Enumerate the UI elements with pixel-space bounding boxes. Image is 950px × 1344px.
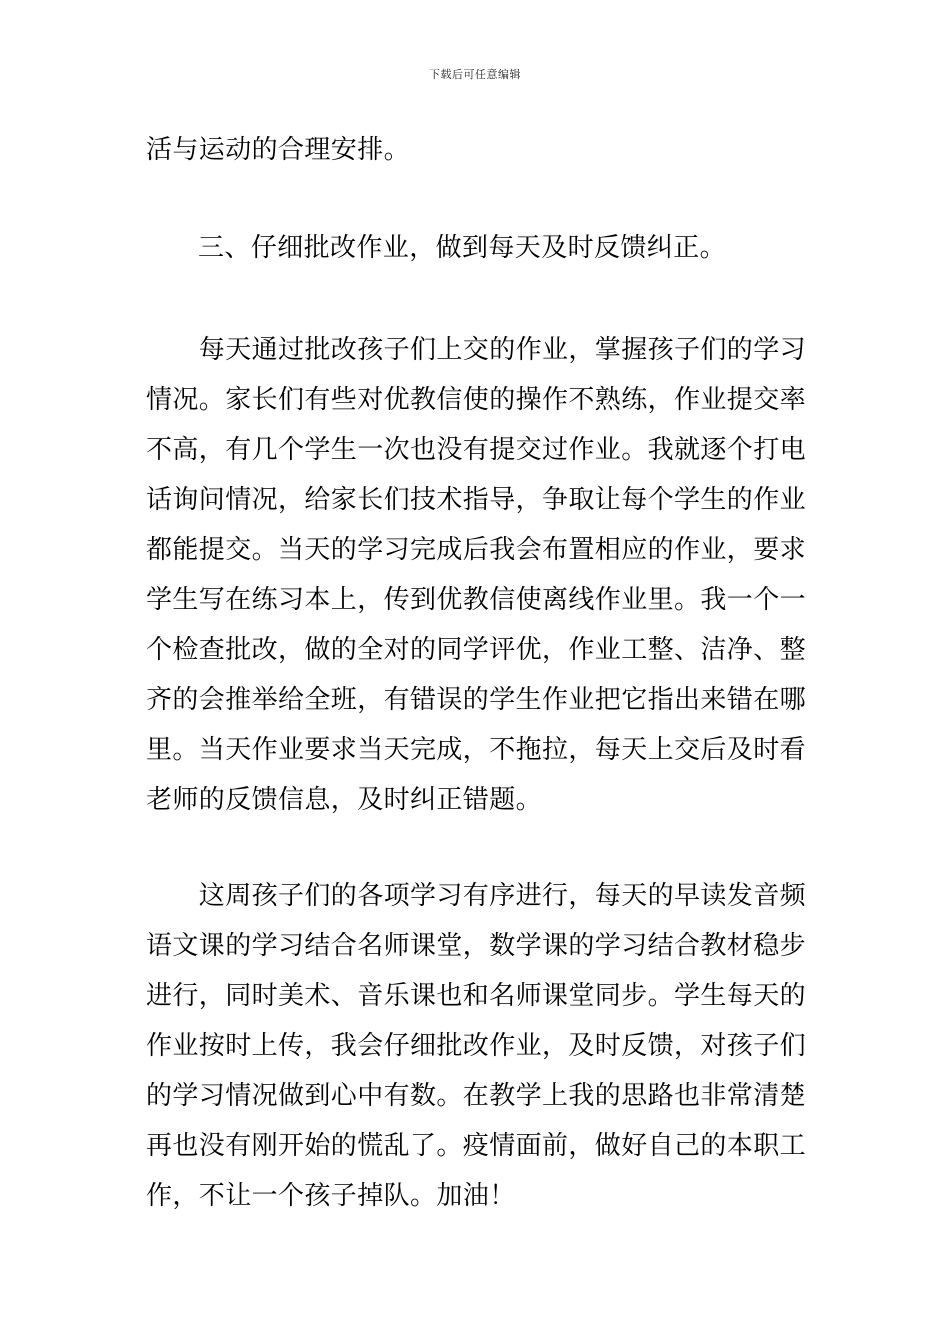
paragraph-line: 齐的会推举给全班，有错误的学生作业把它指出来错在哪 [146,685,807,715]
paragraph-line: 每天通过批改孩子们上交的作业，掌握孩子们的学习 [146,335,807,365]
paragraph-line: 个检查批改，做的全对的同学评优，作业工整、洁净、整 [146,635,807,665]
paragraph-line: 话询问情况，给家长们技术指导，争取让每个学生的作业 [146,485,807,515]
paragraph-line: 不高，有几个学生一次也没有提交过作业。我就逐个打电 [146,435,807,465]
paragraph-line: 学生写在练习本上，传到优教信使离线作业里。我一个一 [146,585,807,615]
paragraph-line: 再也没有刚开始的慌乱了。疫情面前，做好自己的本职工 [146,1131,807,1161]
paragraph-line: 的学习情况做到心中有数。在教学上我的思路也非常清楚 [146,1081,807,1111]
paragraph-line: 作，不让一个孩子掉队。加油！ [146,1181,516,1211]
paragraph-line: 作业按时上传，我会仔细批改作业，及时反馈，对孩子们 [146,1031,807,1061]
paragraph-line: 语文课的学习结合名师课堂，数学课的学习结合教材稳步 [146,931,807,961]
paragraph-line: 进行，同时美术、音乐课也和名师课堂同步。学生每天的 [146,981,807,1011]
paragraph-line: 这周孩子们的各项学习有序进行，每天的早读发音频 [146,881,807,911]
paragraph-line: 里。当天作业要求当天完成，不拖拉，每天上交后及时看 [146,735,807,765]
page-header-note: 下载后可任意编辑 [429,68,521,81]
carryover-line: 活与运动的合理安排。 [146,135,411,165]
paragraph-line: 都能提交。当天的学习完成后我会布置相应的作业，要求 [146,535,807,565]
section-heading: 三、仔细批改作业，做到每天及时反馈纠正。 [198,233,727,263]
paragraph-line: 老师的反馈信息，及时纠正错题。 [146,785,543,815]
paragraph-line: 情况。家长们有些对优教信使的操作不熟练，作业提交率 [146,385,807,415]
